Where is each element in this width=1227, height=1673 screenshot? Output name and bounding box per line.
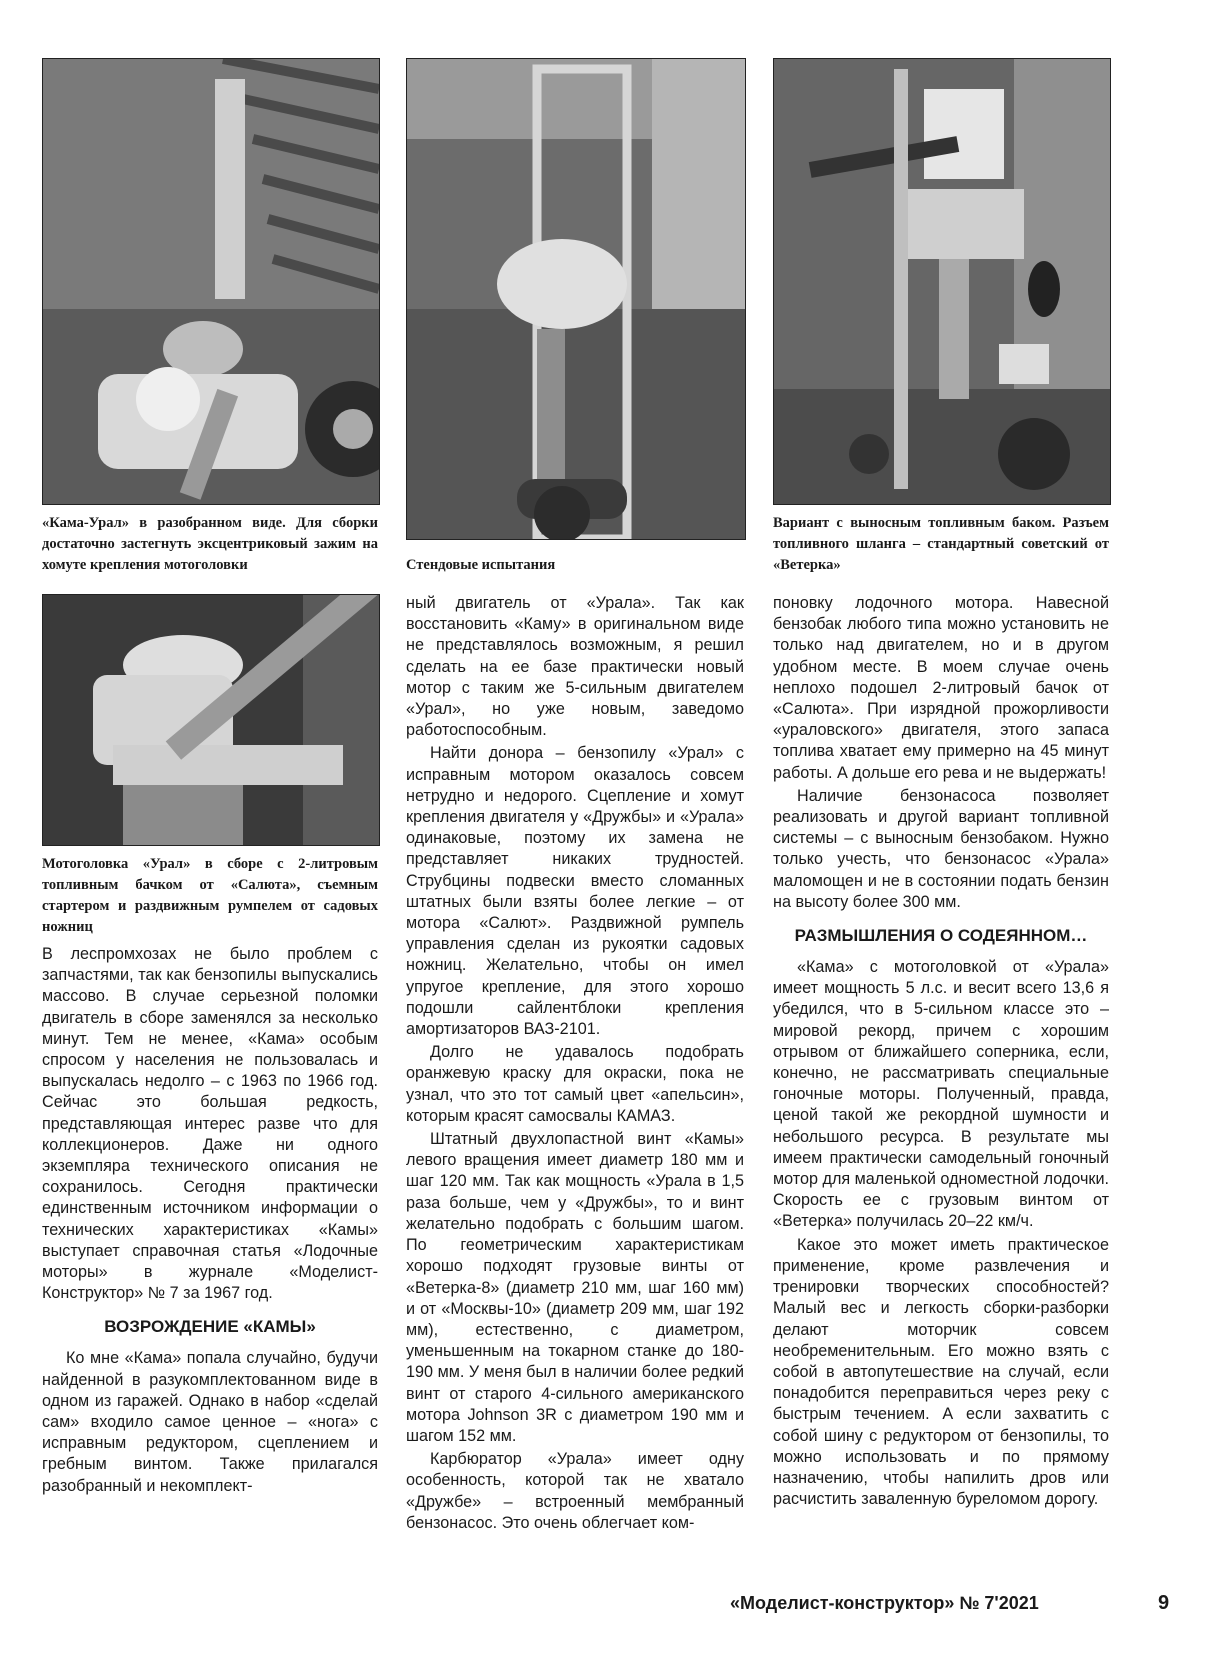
paragraph: ный двигатель от «Урала». Так как восстановить «Каму» в оригинальном виде не представлялось возможным, я решил сделать на ее базе практически новый мотор с таким же 5-сильным двигателем «Урал», но уже новым, заведомо работоспособным. — [406, 594, 744, 740]
photo-ural-head-assembled — [42, 594, 380, 846]
article-column-right — [773, 593, 1109, 1512]
paragraph: Долго не удавалось подобрать оранжевую краску для окраски, пока не узнал, что это тот самый цвет «апельсин», которым красят самосвалы КАМАЗ. — [406, 1043, 744, 1125]
paragraph: поновку лодочного мотора. Навесной бензобак любого типа можно установить не только над двигателем, но и в другом удобном месте. В моем случае очень неплохо подошел 2-литровый бачок от «Салюта». При изрядной прожорливости «ураловского» двигателя, этого запаса топлива хватает ему примерно на 45 минут работы. А дольше его рева и не выдержать! — [773, 594, 1109, 782]
paragraph: Ко мне «Кама» попала случайно, будучи найденной в разукомплектованном виде в одном из гаражей. Однако в набор «сделай сам» входило самое ценное – «нога» с исправным редуктором, сцеплением и гребным винтом. Также прилагался разобранный и некомплект- — [42, 1349, 378, 1495]
photo-caption: Стендовые испытания — [406, 557, 556, 573]
section-heading: ВОЗРОЖДЕНИЕ «КАМЫ» — [104, 1317, 316, 1337]
paragraph: Наличие бензонасоса позволяет реализовать и другой вариант топливной системы – с выносным бензобаком. Нужно только учесть, что бензонасос «Урала» маломощен и не в состоянии подать бензин на высоту более 300 мм. — [773, 786, 1109, 911]
journal-footer: «Моделист-конструктор» № 7'2021 — [730, 1593, 1039, 1613]
paragraph: В леспромхозах не было проблем с запчастями, так как бензопилы выпускались массово. В случае серьезной поломки двигатель в сборе заменялся за несколько минут. Тем не менее, «Кама» особым спросом у населения не пользовалась и выпускалась недолго – с 1963 по 1966 год. Сейчас это большая редкость, представляющая интерес разве что для коллекционеров. Даже ни одного экземпляра технического описания не сохранилось. Сегодня практически единственным источником информации о технических характеристиках «Камы» выступает справочная статья «Лодочные моторы» в журнале «Моделист-Конструктор» № 7 за 1967 год. — [42, 945, 378, 1303]
page-number: 9 — [1158, 1592, 1170, 1614]
paragraph: Карбюратор «Урала» имеет одну особенность, которой так не хватало «Дружбе» – встроенный мембранный бензонасос. Это очень облегчает ком- — [406, 1450, 744, 1532]
paragraph: «Кама» с мотоголовкой от «Урала» имеет мощность 5 л.с. и весит всего 13,6 я убедился, что в 5-сильном классе это – мировой рекорд, причем с хорошим отрывом от ближайшего соперника, если, конечно, не рассматривать специальные гоночные моторы. Полученный, правда, ценой такой же рекордной шумности и небольшого ресурса. В результате мы имеем практически самодельный гоночный мотор для маленькой одноместной лодочки. Скорость ее с грузовым винтом от «Ветерка» получилась 20–22 км/ч. — [773, 958, 1110, 1231]
photo-caption: «Кама-Урал» в разобранном виде. Для сборки достаточно застегнуть эксцентриковый зажим на хомуте крепления мотоголовки — [42, 515, 378, 573]
photo-bench-test — [406, 58, 746, 540]
article-column-middle — [406, 593, 744, 1536]
photo-caption: Вариант с выносным топливным баком. Разъем топливного шланга – стандартный советский от «Ветерка» — [773, 515, 1109, 573]
article-column-left — [42, 944, 378, 1499]
photo-remote-tank — [773, 58, 1111, 505]
paragraph: Штатный двухлопастной винт «Камы» левого вращения имеет диаметр 180 мм и шаг 120 мм. Так как мощность «Урала в 1,5 раза больше, чем у «Дружбы», то и винт желательно подобрать с большим шагом. По геометрическим характеристикам хорошо подходят грузовые винты от «Ветерка-8» (диаметр 210 мм, шаг 160 мм) и от «Москвы-10» (диаметр 209 мм, шаг 192 мм), естественно, с диаметром, уменьшенным на токарном станке до 180-190 мм. У меня был в наличии более редкий винт от старого 4-сильного американского мотора Johnson 3R с диаметром 190 мм и шагом 152 мм. — [406, 1130, 744, 1445]
photo-caption: Мотоголовка «Урал» в сборе с 2-литровым топливным бачком от «Салюта», съемным стартером и раздвижным румпелем от садовых ножниц — [42, 856, 378, 935]
paragraph: Найти донора – бензопилу «Урал» с исправным мотором оказалось совсем нетрудно и недорого. Сцепление и хомут крепления двигателя у «Дружбы» и «Урала» одинаковые, поэтому их замена не представляет никаких трудностей. Струбцины подвески вместо сломанных штатных были взяты более легкие – от мотора «Салют». Раздвижной румпель управления сделан из рукоятки садовых ножниц. Желательно, чтобы он имел упругое крепление, для этого хорошо подошли сайлентблоки крепления амортизаторов ВАЗ-2101. — [406, 744, 744, 1039]
photo-kama-ural-disassembled — [42, 58, 380, 505]
section-heading: РАЗМЫШЛЕНИЯ О СОДЕЯННОМ… — [794, 926, 1088, 946]
paragraph: Какое это может иметь практическое применение, кроме развлечения и тренировки творческих способностей? Малый вес и легкость сборки-разборки делают моторчик совсем необременительным. Его можно взять с собой в автопутешествие на случай, если понадобится переправиться через реку с быстрым течением. А если захватить с собой шину с редуктором от бензопилы, то можно использовать и по прямому назначению, чтобы напилить дров или расчистить заваленную буреломом дорогу. — [773, 1235, 1109, 1509]
